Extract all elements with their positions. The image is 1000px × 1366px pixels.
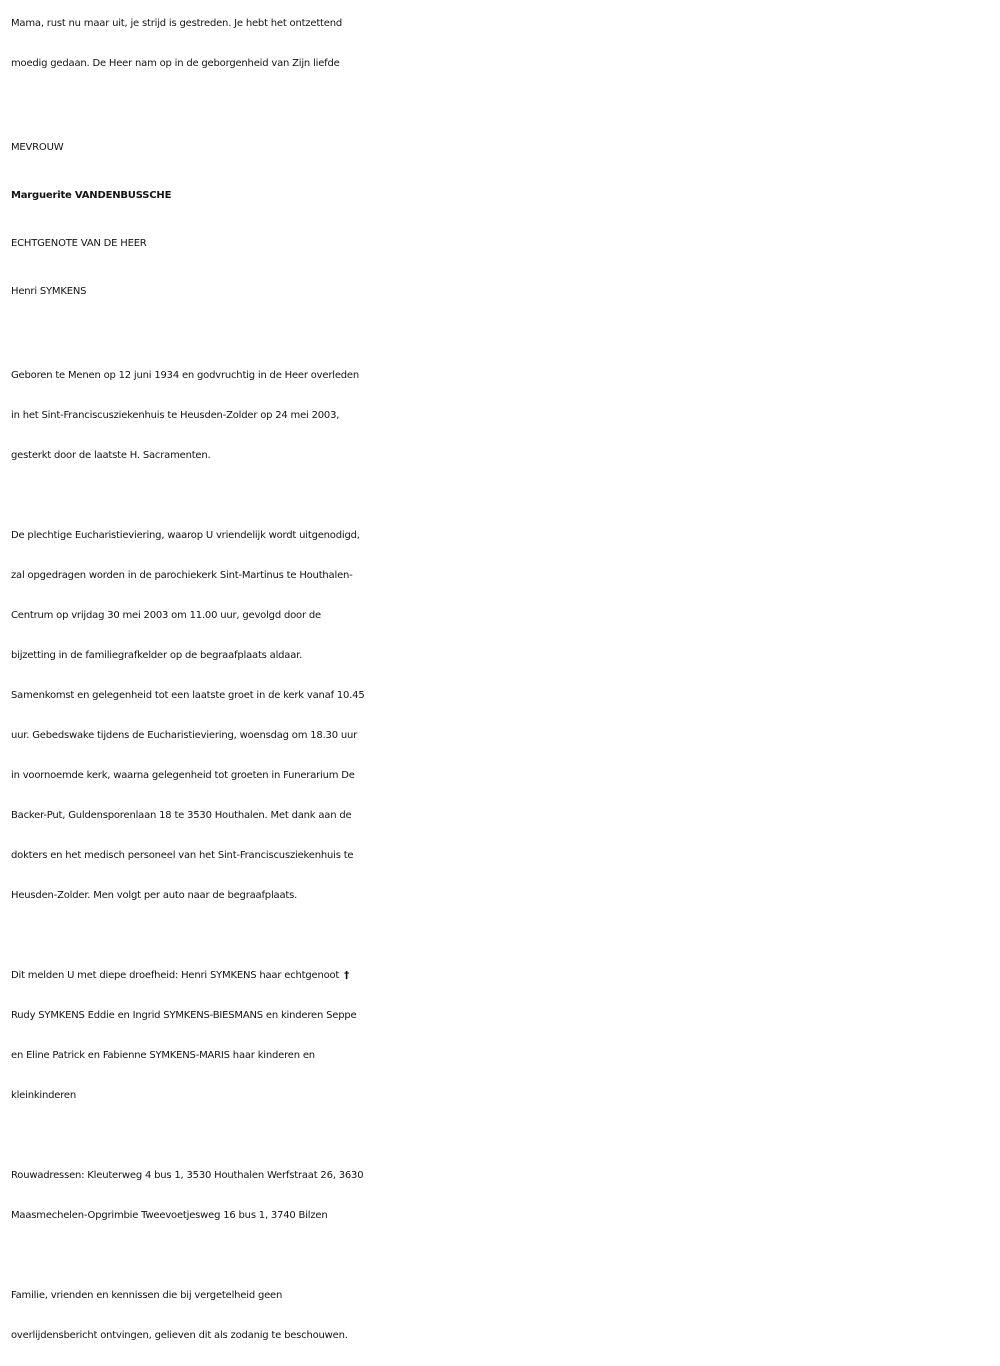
honorific: MEVROUW [11,142,64,153]
paragraph-line: Centrum op vrijdag 30 mei 2003 om 11.00 uur, gevolgd door de [11,610,321,621]
ceremony-paragraph [11,516,993,916]
paragraph-line: Heusden-Zolder. Men volgt per auto naar de begraafplaats. [11,890,298,901]
paragraph-line: en Eline Patrick en Fabienne SYMKENS-MARIS haar kinderen en [11,1050,315,1061]
paragraph-line: De plechtige Eucharistieviering, waarop U vriendelijk wordt uitgenodigd, [11,530,360,541]
paragraph-line: bijzetting in de familiegrafkelder op de begraafplaats aldaar. [11,650,303,661]
intro-line: moedig gedaan. De Heer nam op in de geborgenheid van Zijn liefde [11,58,340,69]
paragraph-line: Backer-Put, Guldensporenlaan 18 te 3530 Houthalen. Met dank aan de [11,810,352,821]
spacer [11,476,993,516]
paragraph-line: kleinkinderen [11,1090,77,1101]
deceased-heading [11,124,993,316]
paragraph-line: overlijdensbericht ontvingen, gelieven dit als zodanig te beschouwen. [11,1330,348,1341]
spacer [11,316,993,356]
mourners-first-line: Dit melden U met diepe droefheid: Henri SYMKENS haar echtgenoot [11,970,340,981]
relation-label: ECHTGENOTE VAN DE HEER [11,238,147,249]
paragraph-line: Samenkomst en gelegenheid tot een laatste groet in de kerk vanaf 10.45 [11,690,365,701]
spacer [11,1116,993,1156]
intro-paragraph [11,4,993,84]
deceased-name: Marguerite VANDENBUSSCHE [11,190,172,201]
paragraph-line: Rouwadressen: Kleuterweg 4 bus 1, 3530 Houthalen Werfstraat 26, 3630 [11,1170,364,1181]
intro-line: Mama, rust nu maar uit, je strijd is gestreden. Je hebt het ontzettend [11,18,343,29]
paragraph-line: in voornoemde kerk, waarna gelegenheid tot groeten in Funerarium De [11,770,355,781]
paragraph-line: Geboren te Menen op 12 juni 1934 en godvruchtig in de Heer overleden [11,370,360,381]
mourners-paragraph [11,956,993,1116]
spouse-name: Henri SYMKENS [11,286,87,297]
spacer [11,84,993,124]
paragraph-line: uur. Gebedswake tijdens de Eucharistieviering, woensdag om 18.30 uur [11,730,358,741]
paragraph-line: in het Sint-Franciscusziekenhuis te Heusden-Zolder op 24 mei 2003, [11,410,340,421]
spacer [11,1236,993,1276]
paragraph-line: Familie, vrienden en kennissen die bij vergetelheid geen [11,1290,283,1301]
obituary-notice [11,4,993,1356]
paragraph-line: Maasmechelen-Opgrimbie Tweevoetjesweg 16 bus 1, 3740 Bilzen [11,1210,328,1221]
spacer [11,916,993,956]
paragraph-line: gesterkt door de laatste H. Sacramenten. [11,450,211,461]
paragraph-line: zal opgedragen worden in de parochiekerk Sint-Martinus te Houthalen- [11,570,353,581]
cross-icon: † [344,970,349,981]
paragraph-line: Rudy SYMKENS Eddie en Ingrid SYMKENS-BIESMANS en kinderen Seppe [11,1010,357,1021]
birth-death-paragraph [11,356,993,476]
closing-paragraph [11,1276,993,1356]
paragraph-line [11,956,993,996]
addresses-paragraph [11,1156,993,1236]
paragraph-line: dokters en het medisch personeel van het Sint-Franciscusziekenhuis te [11,850,354,861]
